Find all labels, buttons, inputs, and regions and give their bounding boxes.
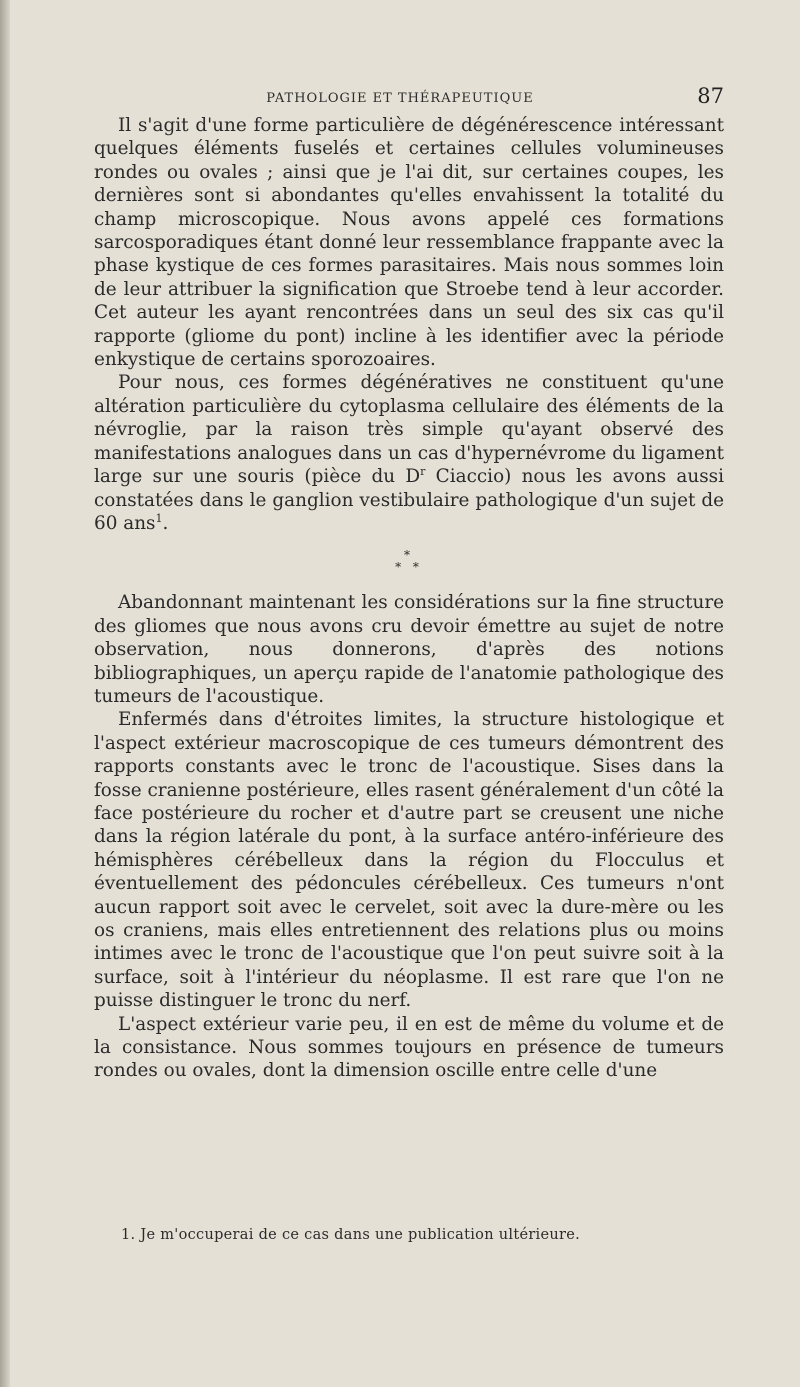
paragraph-2-end: . <box>162 512 169 534</box>
asterism-separator <box>94 549 724 573</box>
asterism-top: * <box>404 548 414 563</box>
page-number: 87 <box>697 84 724 108</box>
footnote: 1. Je m'occuperai de ce cas dans une publication ultérieure. <box>121 1227 581 1243</box>
paragraph-1: Il s'agit d'une forme particulière de dégénérescence intéressant quelques éléments fuselés et certaines cellules volumineuses rondes ou ovales ; ainsi que je l'ai dit, sur certaines coupes, les dernières sont si abondantes qu'elles envahissent la totalité du champ microscopique. Nous avons appelé ces formations sarcosporadiques étant donné leur ressemblance frappante avec la phase kystique de ces formes parasitaires. Mais nous sommes loin de leur attribuer la signification que Stroebe tend à leur accorder. Cet auteur les ayant rencontrées dans un seul des six cas qu'il rapporte (gliome du pont) incline à les identifier avec la période enkystique de certains sporozoaires. <box>94 115 724 371</box>
paragraph-5: L'aspect extérieur varie peu, il en est de même du volume et de la consistance. Nous sommes toujours en présence de tumeurs rondes ou ovales, dont la dimension oscille entre celle d'une <box>94 1013 724 1082</box>
body-text <box>94 114 724 1083</box>
paragraph-3: Abandonnant maintenant les considérations sur la fine structure des gliomes que nous avons cru devoir émettre au sujet de notre observation, nous donnerons, d'après des notions bibliographiques, un aperçu rapide de l'anatomie pathologique des tumeurs de l'acoustique. <box>94 592 724 707</box>
superscript-r: r <box>420 464 426 478</box>
paragraph-2 <box>94 371 724 535</box>
footnote-reference: 1 <box>155 511 163 525</box>
paragraph-2-text: Pour nous, ces formes dégénératives ne constituent qu'une altération particulière du cytoplasma cellulaire des éléments de la névroglie, par la raison très simple qu'ayant observé des manifestations analogues dans un cas d'hypernévrome du ligament large sur une souris (pièce du D <box>94 372 724 488</box>
page-gutter-shadow <box>0 0 10 1387</box>
asterism-bottom: * * <box>395 560 423 575</box>
paragraph-4: Enfermés dans d'étroites limites, la structure histologique et l'aspect extérieur macroscopique de ces tumeurs démontrent des rapports constants avec le tronc de l'acoustique. Sises dans la fosse cranienne postérieure, elles rasent généralement d'un côté la face postérieure du rocher et d'autre part se creusent une niche dans la région latérale du pont, à la surface antéro-inférieure des hémisphères cérébelleux dans la région du Flocculus et éventuellement des pédoncules cérébelleux. Ces tumeurs n'ont aucun rapport soit avec le cervelet, soit avec la dure-mère ou les os craniens, mais elles entretiennent des relations plus ou moins intimes avec le tronc de l'acoustique que l'on peut suivre soit à la surface, soit à l'intérieur du néoplasme. Il est rare que l'on ne puisse distinguer le tronc du nerf. <box>94 709 724 1012</box>
paragraph-2-tail: Ciaccio) nous les avons aussi constatées dans le ganglion vestibulaire pathologique d'un sujet de 60 ans <box>94 466 724 534</box>
running-title: PATHOLOGIE ET THÉRAPEUTIQUE <box>266 91 534 106</box>
